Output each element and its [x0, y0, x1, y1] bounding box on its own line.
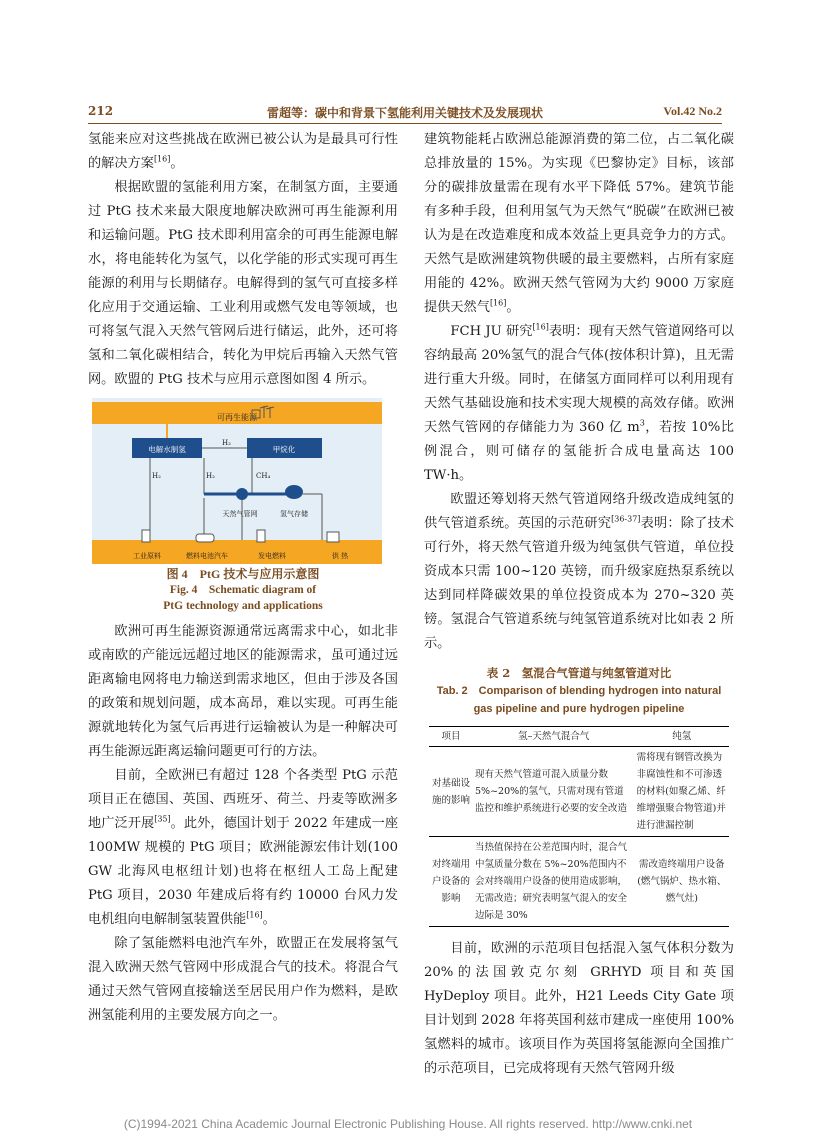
table-cell: 需改造终端用户设备(燃气锅炉、热水箱、燃气灶): [635, 837, 729, 927]
table-caption: [424, 664, 734, 718]
table-header: 项目: [429, 727, 473, 747]
ptg-diagram-svg: [92, 398, 382, 564]
ch4-label: CH₄: [256, 472, 271, 480]
header-rule: [88, 123, 722, 124]
paragraph: FCH JU 研究[16]表明：现有天然气管道网络可以容纳最高 20%氢气的混合气体(按体积计算)，且无需进行重大升级。同时，在储氢方面同样可以利用现有天然气基础设施和技术实现大规模的高效存储。欧洲天然气管网的存储能力为 360 亿 $m^3$，若按 10%比例混合，则可储存的氢能折合成电量高达 100 TW·h。: [424, 322, 734, 483]
table-caption-en: gas pipeline and pure hydrogen pipeline: [473, 703, 685, 715]
table-header: 纯氢: [635, 727, 729, 747]
car-icon: [196, 534, 214, 542]
paragraph: 根据欧盟的氢能利用方案，在制氢方面，主要通过 PtG 技术来最大限度地解决欧洲可再生能源利用和运输问题。PtG 技术即利用富余的可再生能源电解水，将电能转化为氢气，以化学能的形式实现可再生能源的利用与长期储存。电解得到的氢气可直接多样化应用于交通运输、工业利用或燃气发电等领域，也可将氢气混入天然气管网后进行储运，此外，还可将氢和二氧化碳相结合，转化为甲烷后再输入天然气管网。欧盟的 PtG 技术与应用示意图如图 4 所示。: [88, 180, 398, 387]
paragraph: 除了氢能燃料电池汽车外，欧盟正在发展将氢气混入欧洲天然气管网中形成混合气的技术。将混合气通过天然气管网直接输送至居民用户作为燃料，是欧洲氢能利用的主要发展方向之一。: [88, 936, 398, 1023]
copyright-footer: (C)1994-2021 China Academic Journal Electronic Publishing House. All rights reserved. http://www.cnki.net: [123, 1117, 693, 1131]
volume-info: Vol.42 No.2: [663, 104, 722, 118]
table-row: [429, 837, 729, 927]
electrolysis-label: 电解水制氢: [148, 445, 186, 454]
paragraph: 氢能来应对这些挑战在欧洲已被公认为是最具可行性的解决方案[16]。: [88, 132, 398, 171]
running-title: 雷超等：碳中和背景下氢能利用关键技术及发展现状: [266, 106, 543, 120]
table-caption-en: Tab. 2 Comparison of blending hydrogen into natural: [436, 685, 722, 697]
figure-caption-en: Fig. 4 Schematic diagram of: [169, 584, 317, 596]
figure-4-ptg-diagram: [92, 398, 382, 564]
factory-icon: [142, 530, 150, 542]
h2-label-a: H₂: [222, 439, 231, 447]
use-power-label: 发电燃料: [258, 552, 286, 560]
use-industry-label: 工业原料: [133, 552, 161, 560]
gas-grid-node: [236, 488, 248, 500]
table-cell: 对基础设施的影响: [429, 747, 473, 837]
page-number: 212: [88, 104, 114, 118]
table-cell: 对终端用户设备的影响: [429, 837, 473, 927]
power-plant-icon: [257, 530, 265, 542]
table-cell: 现有天然气管道可混入质量分数 5%~20%的氢气，只需对现有管道监控和维护系统进行必要的安全改造: [473, 747, 635, 837]
running-header: [88, 104, 722, 124]
use-fcv-label: 燃料电池汽车: [186, 552, 228, 560]
renewable-label: 可再生能源: [217, 413, 257, 422]
paragraph: 目前，全欧洲已有超过 128 个各类型 PtG 示范项目正在德国、英国、西班牙、荷兰、丹麦等欧洲多地广泛开展[35]。此外，德国计划于 2022 年建成一座 100MW 规模的 PtG 项目；欧洲能源宏伟计划(100 GW 北海风电枢纽计划)也将在枢纽人工岛上配建 PtG 项目，2030 年建成后将有约 10000 台风力发电机组向电解制氢装置供能[16]。: [88, 768, 399, 927]
h2-label-c: H₂: [206, 472, 215, 480]
left-column: [88, 128, 398, 1028]
h2-label-b: H₂: [152, 472, 161, 480]
methanation-label: 甲烷化: [272, 445, 296, 454]
table-cell: 需将现有钢管改换为非腐蚀性和不可渗透的材料(如聚乙烯、纤维增强聚合物管道)并进行泄漏控制: [635, 747, 729, 837]
h2-storage-label: 氢气存储: [280, 510, 308, 518]
table-header: 氢–天然气混合气: [473, 727, 635, 747]
h2-storage-tank: [285, 485, 303, 499]
use-heat-label: 供 热: [331, 552, 349, 560]
gas-grid-label: 天然气管网: [222, 510, 258, 518]
paragraph: 建筑物能耗占欧洲总能源消费的第二位，占二氧化碳总排放量的 15%。为实现《巴黎协定》目标，该部分的碳排放量需在现有水平下降低 57%。建筑节能有多种手段，但利用氢气为天然气“脱碳”在欧洲已被认为是在改造难度和成本效益上更具竞争力的方式。天然气是欧洲建筑物供暖的最主要燃料，占所有家庭用能的 42%。欧洲天然气管网为大约 9000 万家庭提供天然气[16]。: [424, 132, 734, 315]
figure-caption: [88, 566, 398, 614]
radiator-icon: [327, 532, 339, 542]
paragraph: 欧盟还筹划将天然气管道网络升级改造成纯氢的供气管道系统。英国的示范研究[36-37]表明：除了技术可行外，将天然气管道升级为纯氢供气管道，单位投资成本只需 100~120 英镑，而升级家庭热泵系统以达到同样降碳效果的单位投资成本为 270~320 英镑。氢混合气管道系统与纯氢管道系统对比如表 2 所示。: [424, 492, 734, 651]
table-cell: 当热值保持在公差范围内时，混合气中氢质量分数在 5%~20%范围内不会对终端用户设备的使用造成影响，无需改造；研究表明氢气混入的安全边际是 30%: [473, 837, 635, 927]
figure-caption-zh: 图 4 PtG 技术与应用示意图: [166, 567, 320, 581]
paragraph: 欧洲可再生能源资源通常远离需求中心，如北非或南欧的产能远远超过地区的能源需求，虽可通过远距离输电网将电力输送到需求地区，但由于涉及各国的政策和规划问题，成本高昂，难以实现。可再生能源就地转化为氢气后再进行运输被认为是一种解决可再生能源远距离运输问题更可行的方法。: [88, 624, 398, 759]
paragraph: 目前，欧洲的示范项目包括混入氢气体积分数为 20%的法国敦克尔刻 GRHYD 项目和英国 HyDeploy 项目。此外，H21 Leeds City Gate 项目计划到 2028 年将英国利兹市建成一座使用 100%氢燃料的城市。该项目作为英国将氢能源向全国推广的示范项目，已完成将现有天然气管网升级: [424, 941, 734, 1076]
right-column: [424, 128, 734, 1081]
table-row: [429, 747, 729, 837]
figure-caption-en: PtG technology and applications: [163, 600, 323, 612]
comparison-table: [429, 726, 729, 927]
table-caption-zh: 表 2 氢混合气管道与纯氢管道对比: [486, 666, 672, 680]
